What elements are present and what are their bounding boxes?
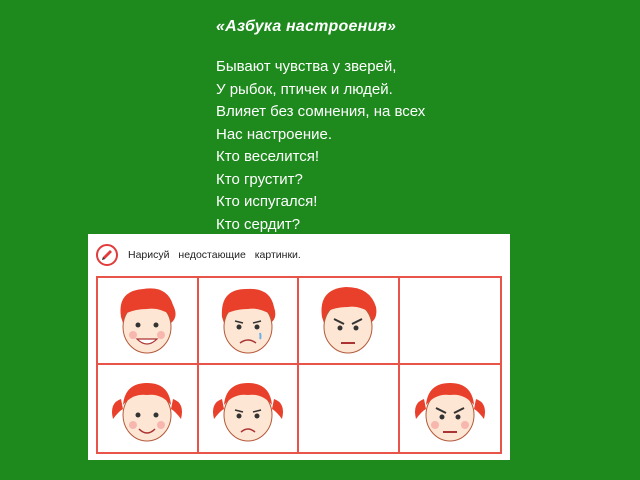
poem-line: Бывают чувства у зверей, [216, 58, 397, 75]
faces-grid [96, 276, 502, 454]
exercise-header [96, 242, 307, 268]
empty-cell[interactable] [299, 365, 400, 452]
poem-line: Влияет без сомнения, на всех [216, 103, 426, 120]
girl-angry-face [410, 369, 490, 449]
boy-angry-face [308, 281, 388, 361]
boy-sad-face [208, 281, 288, 361]
poem-line: Кто сердит? [216, 215, 301, 233]
instruction-word: недостающие [178, 249, 246, 261]
grid-cell [98, 278, 199, 365]
poem-line: У рыбок, птичек и людей. [216, 80, 393, 98]
grid-cell [199, 365, 300, 452]
instruction-word: картинки. [254, 249, 301, 261]
empty-cell[interactable] [400, 278, 501, 365]
grid-cell [199, 278, 300, 365]
grid-cell [400, 365, 501, 452]
instruction-word: Нарисуй [128, 249, 170, 261]
girl-sad-face [208, 369, 288, 449]
girl-happy-face [107, 369, 187, 449]
poem-text [216, 56, 516, 236]
poem-line: Кто испугался! [216, 193, 318, 210]
slide-title: «Азбука настроения» [216, 18, 397, 35]
boy-happy-face [107, 281, 187, 361]
grid-cell [299, 278, 400, 365]
exercise-card [88, 234, 510, 460]
exercise-instruction [128, 249, 307, 261]
grid-cell [98, 365, 199, 452]
poem-line: Нас настроение. [216, 125, 333, 143]
pencil-icon [96, 244, 118, 266]
poem-line: Кто веселится! [216, 148, 320, 165]
poem-line: Кто грустит? [216, 170, 303, 188]
